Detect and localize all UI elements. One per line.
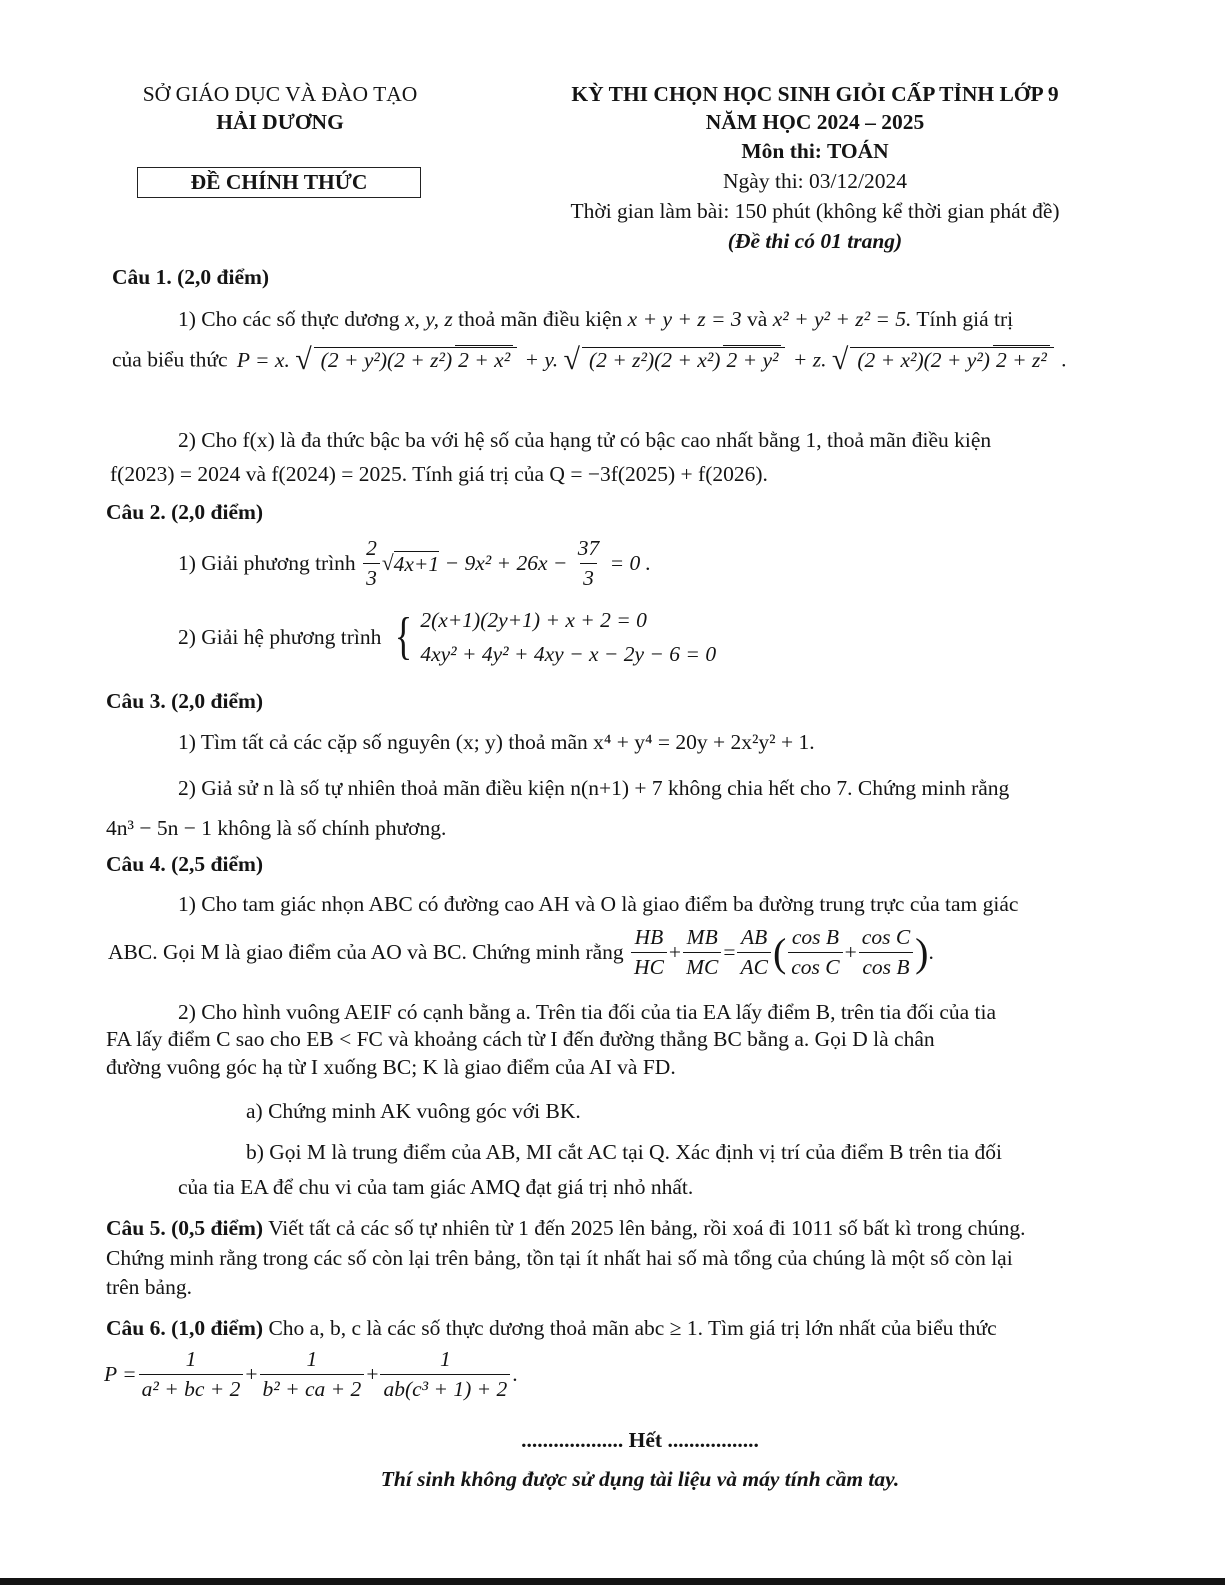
q4-part2a: a) Chứng minh AK vuông góc với BK. — [246, 1099, 581, 1123]
q1-part2-line2: f(2023) = 2024 và f(2024) = 2025. Tính giá trị của Q = −3f(2025) + f(2026). — [110, 462, 768, 486]
q3-title: Câu 3. (2,0 điểm) — [106, 689, 264, 713]
q4-part2-line1: 2) Cho hình vuông AEIF có cạnh bằng a. Trên tia đối của tia EA lấy điểm B, trên tia đối của tia — [178, 1000, 997, 1024]
q4-title: Câu 4. (2,5 điểm) — [106, 852, 264, 876]
q1-part1-line1: 1) Cho các số thực dương x, y, z thoả mãn điều kiện x + y + z = 3 và x² + y² + z² = 5. Tính giá trị — [178, 307, 1014, 331]
page-count: (Đề thi có 01 trang) — [727, 229, 903, 253]
q5-line2: Chứng minh rằng trong các số còn lại trên bảng, tồn tại ít nhất hai số mà tổng của chúng là một số còn lại — [106, 1246, 1013, 1270]
q2-system-eq1: 2(x+1)(2y+1) + x + 2 = 0 — [420, 608, 647, 632]
q5-line3: trên bảng. — [106, 1275, 192, 1299]
department-name: SỞ GIÁO DỤC VÀ ĐÀO TẠO — [142, 82, 418, 106]
q1-radical-1: (2 + y²)(2 + z²) 2 + x² — [314, 347, 517, 373]
q2-part1: 1) Giải phương trình $\frac{2}{3}$ √4x+1 − 9x² + 26x − $\frac{37}{3}$ = 0 . — [178, 536, 652, 590]
q4-part2-line2: FA lấy điểm C sao cho EB < FC và khoảng cách từ I đến đường thẳng BC bằng a. Gọi D là chân — [106, 1027, 935, 1051]
exam-date: Ngày thi: 03/12/2024 — [723, 169, 907, 193]
q3-part1: 1) Tìm tất cả các cặp số nguyên (x; y) thoả mãn x⁴ + y⁴ = 20y + 2x²y² + 1. — [178, 730, 815, 754]
bottom-border — [0, 1578, 1225, 1585]
q5-line1: Câu 5. (0,5 điểm) Viết tất cả các số tự nhiên từ 1 đến 2025 lên bảng, rồi xoá đi 1011 số bất kì trong chúng. — [106, 1216, 1026, 1240]
q6-expression: P = $\frac{1}{\text{a² + bc + 2}}$ + $\frac{1}{\text{b² + ca + 2}}$ + $\frac{1}{\text{ab(c³ + 1) + 2}}$ . — [104, 1347, 518, 1401]
exam-title: KỲ THI CHỌN HỌC SINH GIỎI CẤP TỈNH LỚP 9 — [571, 82, 1059, 106]
q4-part1-line1: 1) Cho tam giác nhọn ABC có đường cao AH và O là giao điểm ba đường trung trực của tam giác — [178, 892, 1019, 916]
q1-part1-expression: của biểu thức P = x. √ (2 + y²)(2 + z²) 2 + x² + y. √ (2 + z²)(2 + x²) 2 + y² + z. √ (2 + x²)(2 + y²) 2 + z² . — [112, 343, 1067, 376]
q2-title: Câu 2. (2,0 điểm) — [106, 500, 264, 524]
subject: Môn thi: TOÁN — [741, 139, 889, 163]
q3-part2-line1: 2) Giả sử n là số tự nhiên thoả mãn điều kiện n(n+1) + 7 không chia hết cho 7. Chứng minh rằng — [178, 776, 1010, 800]
q1-title: Câu 1. (2,0 điểm) — [112, 265, 270, 289]
q3-part2-line2: 4n³ − 5n − 1 không là số chính phương. — [106, 816, 447, 840]
q4-part2-line3: đường vuông góc hạ từ I xuống BC; K là giao điểm của AI và FD. — [106, 1055, 676, 1079]
q2-system-eq2: 4xy² + 4y² + 4xy − x − 2y − 6 = 0 — [420, 642, 717, 666]
q2-part2: 2) Giải hệ phương trình { 2(x+1)(2y+1) + x + 2 = 0 4xy² + 4y² + 4xy − x − 2y − 6 = 0 — [178, 603, 716, 671]
exam-duration: Thời gian làm bài: 150 phút (không kể thời gian phát đề) — [570, 199, 1060, 223]
candidate-note: Thí sinh không được sử dụng tài liệu và máy tính cầm tay. — [380, 1467, 900, 1491]
q1-radical-2: (2 + z²)(2 + x²) 2 + y² — [582, 347, 785, 373]
q1-part2-line1: 2) Cho f(x) là đa thức bậc ba với hệ số của hạng tử có bậc cao nhất bằng 1, thoả mãn điều kiện — [178, 428, 992, 452]
q4-part2b-line2: của tia EA để chu vi của tam giác AMQ đạt giá trị nhỏ nhất. — [178, 1175, 694, 1199]
school-year: NĂM HỌC 2024 – 2025 — [705, 110, 925, 134]
q4-part2b-line1: b) Gọi M là trung điểm của AB, MI cắt AC tại Q. Xác định vị trí của điểm B trên tia đối — [246, 1140, 1002, 1164]
q6-line1: Câu 6. (1,0 điểm) Cho a, b, c là các số thực dương thoả mãn abc ≥ 1. Tìm giá trị lớn nhất của biểu thức — [106, 1316, 997, 1340]
q1-radical-3: (2 + x²)(2 + y²) 2 + z² — [850, 347, 1053, 373]
q4-part1-line2: ABC. Gọi M là giao điểm của AO và BC. Chứng minh rằng $\frac{HB}{HC}$ + $\frac{MB}{MC}$ = $\frac{AB}{AC}$ ( $\frac{\text{cos B}}{\text{cos C}}$ + $\frac{\text{cos C}}{\text{cos B}}$ ). — [108, 925, 934, 979]
official-label: ĐỀ CHÍNH THỨC — [137, 167, 421, 198]
province-name: HẢI DƯƠNG — [216, 110, 344, 134]
end-marker: ................... Hết ................. — [521, 1428, 759, 1452]
